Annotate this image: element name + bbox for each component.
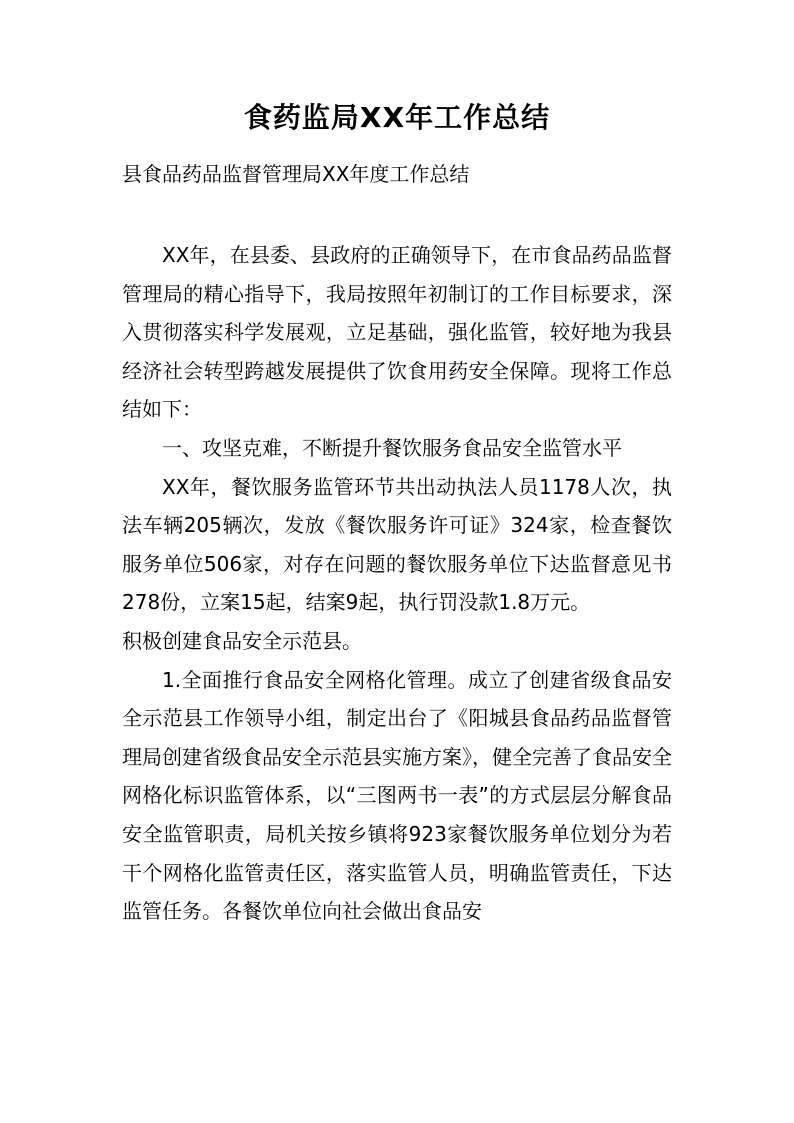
paragraph-grid-management: 1.全面推行食品安全网格化管理。成立了创建省级食品安全示范县工作领导小组，制定出台了《阳城县食品药品监督管理局创建省级食品安全示范县实施方案》，健全完善了食品安全网格化标识监管体系，以“三图两书一表”的方式层层分解食品安全监管职责，局机关按乡镇将923家餐饮服务单位划分为若干个网格化监管责任区，落实监管人员，明确监管责任，下达监管任务。各餐饮单位向社会做出食品安 xyxy=(122,667,672,924)
paragraph-intro: XX年，在县委、县政府的正确领导下，在市食品药品监督管理局的精心指导下，我局按照年初制订的工作目标要求，深入贯彻落实科学发展观，立足基础，强化监管，较好地为我县经济社会转型跨越发展提供了饮食用药安全保障。现将工作总结如下： xyxy=(122,243,672,422)
paragraph-catering-stats: XX年，餐饮服务监管环节共出动执法人员1178人次，执法车辆205辆次，发放《餐饮服务许可证》324家，检查餐饮服务单位506家，对存在问题的餐饮服务单位下达监督意见书278份，立案15起，结案9起，执行罚没款1.8万元。 xyxy=(122,474,672,615)
document-body xyxy=(122,236,672,931)
document-title: 食药监局XX年工作总结 xyxy=(243,101,551,134)
paragraph-demo-county: 积极创建食品安全示范县。 xyxy=(122,628,362,653)
section-heading-1: 一、攻坚克难，不断提升餐饮服务食品安全监管水平 xyxy=(162,435,622,460)
document-subtitle: 县食品药品监督管理局XX年度工作总结 xyxy=(122,162,470,186)
